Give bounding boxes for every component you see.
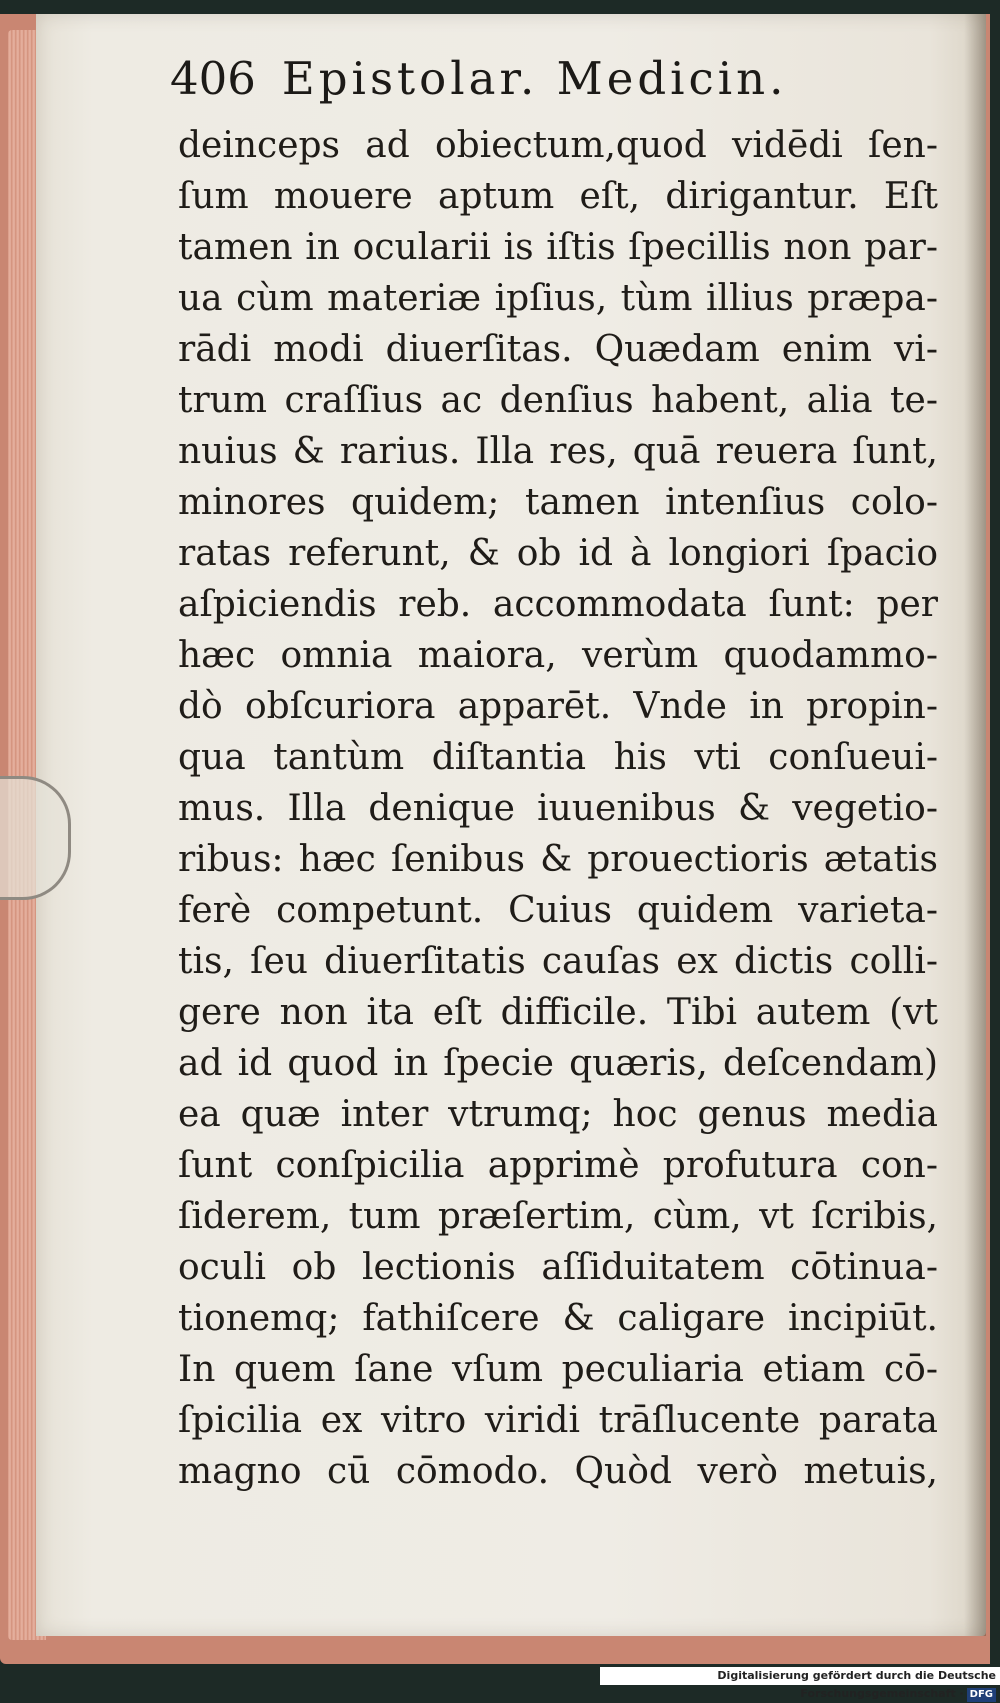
text-line: ribus: hæc ſenibus & prouectioris ætatis [178,839,938,880]
credit-text: Digitalisierung gefördert durch die Deutsche Forschungsgemeinschaft · [717,1669,996,1700]
running-header [170,52,940,112]
text-line: nuius & rarius. Illa res, quā reuera ſunt, [178,431,938,472]
text-line: ua cùm materiæ ipſius, tùm illius præpa- [178,278,938,319]
text-line: aſpiciendis reb. accommodata ſunt: per [178,584,938,625]
text-line: minores quidem; tamen intenſius colo- [178,482,938,523]
text-line: qua tantùm diſtantia his vti conſueui- [178,737,938,778]
digitization-credit [600,1667,1000,1700]
text-line: ſunt conſpicilia apprimè profutura con- [178,1145,938,1186]
text-line: ea quæ inter vtrumq; hoc genus media [178,1094,938,1135]
text-line: ſiderem, tum præſertim, cùm, vt ſcribis, [178,1196,938,1237]
text-line: tamen in ocularii is iſtis ſpecillis non par- [178,227,938,268]
page-gutter-shadow [964,14,986,1636]
page-number: 406 [170,52,256,105]
running-head-title: Epistolar. Medicin. [281,52,788,105]
text-line: magno cū cōmodo. Quòd verò metuis, [178,1451,938,1492]
text-line: ad id quod in ſpecie quæris, deſcendam) [178,1043,938,1084]
text-line: tis, ſeu diuerſitatis cauſas ex dictis colli- [178,941,938,982]
text-line: rādi modi diuerſitas. Quædam enim vi- [178,329,938,370]
text-line: oculi ob lectionis aſſiduitatem cōtinua- [178,1247,938,1288]
text-line: mus. Illa denique iuuenibus & vegetio- [178,788,938,829]
text-line: dò obſcuriora apparēt. Vnde in propin- [178,686,938,727]
text-line: In quem ſane vſum peculiaria etiam cō- [178,1349,938,1390]
text-line: deinceps ad obiectum,quod vidēdi ſen- [178,125,938,166]
text-line: tionemq; fathiſcere & caligare incipiūt. [178,1298,938,1339]
text-line: ratas referunt, & ob id à longiori ſpacio [178,533,938,574]
dfg-logo: DFG [967,1688,996,1702]
body-text [178,120,938,1497]
page-clip [0,776,71,900]
text-line: ſpicilia ex vitro viridi trāſlucente parata [178,1400,938,1441]
text-line: gere non ita eſt difficile. Tibi autem (vt [178,992,938,1033]
text-line: hæc omnia maiora, verùm quodammo- [178,635,938,676]
text-line: trum craſſius ac denſius habent, alia te- [178,380,938,421]
text-line: ſum mouere aptum eſt, dirigantur. Eſt [178,176,938,217]
text-line: ferè competunt. Cuius quidem varieta- [178,890,938,931]
